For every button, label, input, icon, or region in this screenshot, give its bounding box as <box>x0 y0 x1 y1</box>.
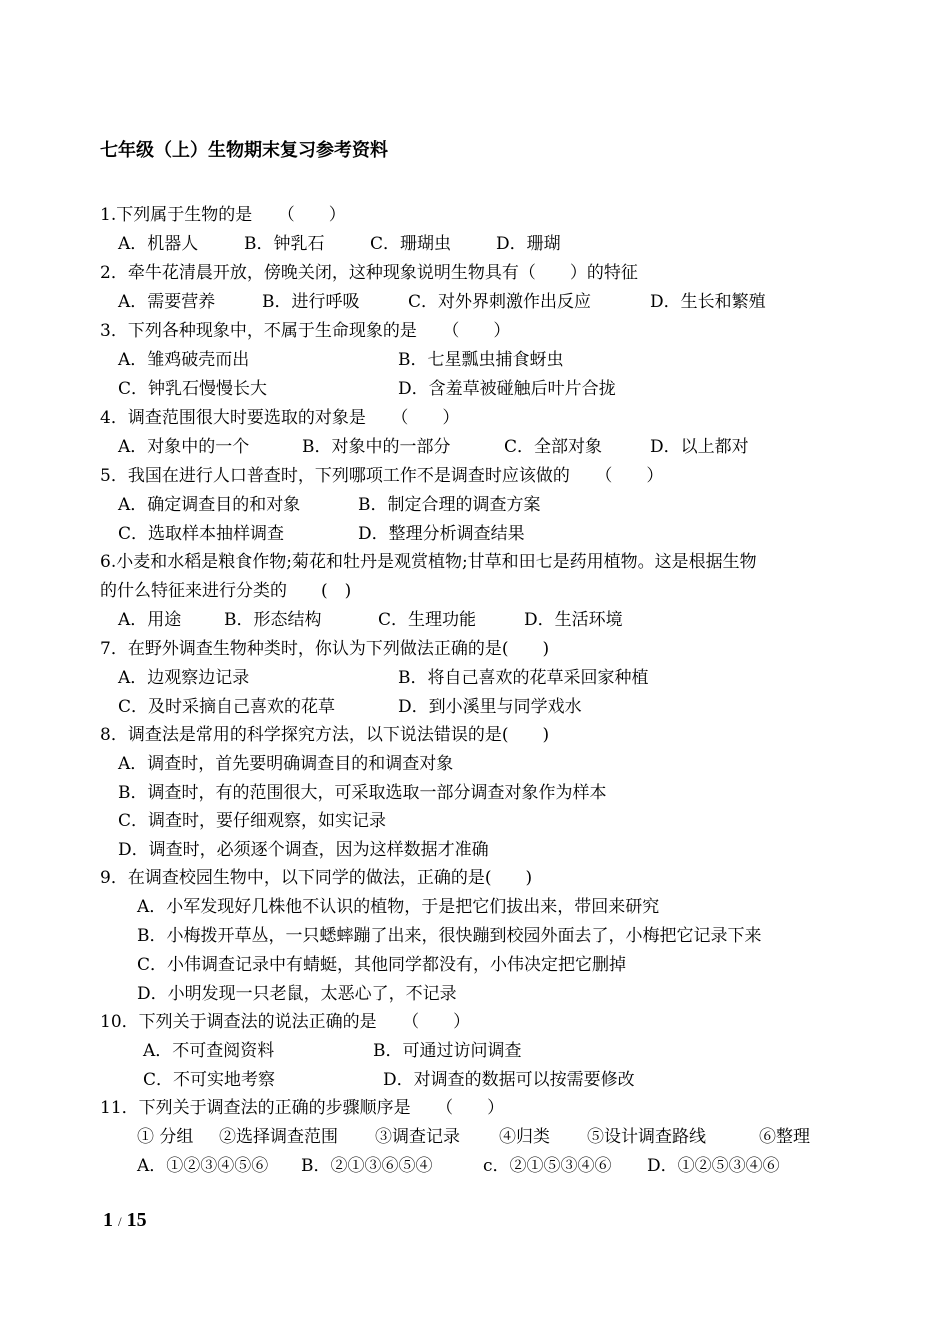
question-6-stem-continued: 的什么特征来进行分类的 ( ) <box>100 581 352 601</box>
option-a: A．需要营养 <box>118 292 216 312</box>
question-3-stem: 3．下列各种现象中，不属于生命现象的是 （ ） <box>100 321 511 341</box>
option-b: B．可通过访问调查 <box>373 1041 522 1061</box>
option-d: D．以上都对 <box>650 437 749 457</box>
option-b: B．②①③⑥⑤④ <box>301 1156 433 1176</box>
question-5-options-row2 <box>118 523 868 545</box>
step-5: ⑤设计调查路线 <box>587 1127 706 1147</box>
option-b: B．将自己喜欢的花草采回家种植 <box>398 668 649 688</box>
option-a: A．边观察边记录 <box>118 668 250 688</box>
step-1: ① 分组 <box>137 1127 194 1147</box>
question-10-options-row2 <box>143 1069 863 1091</box>
option-d: D．整理分析调查结果 <box>358 524 525 544</box>
option-a: A．①②③④⑤⑥ <box>137 1156 269 1176</box>
option-d: D．生长和繁殖 <box>650 292 766 312</box>
option-a: A．确定调查目的和对象 <box>118 495 301 515</box>
option-d: D．含羞草被碰触后叶片合拢 <box>398 379 616 399</box>
question-1-stem: 1.下列属于生物的是 （ ） <box>100 205 346 225</box>
current-page: 1 <box>103 1209 113 1231</box>
question-2-stem: 2．牵牛花清晨开放，傍晚关闭，这种现象说明生物具有（ ）的特征 <box>100 263 638 283</box>
step-6: ⑥整理 <box>759 1127 810 1147</box>
option-d: D．到小溪里与同学戏水 <box>398 697 582 717</box>
question-11-stem: 11．下列关于调查法的正确的步骤顺序是 （ ） <box>100 1098 505 1118</box>
total-pages: 15 <box>126 1209 147 1231</box>
step-2: ②选择调查范围 <box>219 1127 338 1147</box>
step-3: ③调查记录 <box>375 1127 460 1147</box>
option-a: A．机器人 <box>118 234 199 254</box>
question-3-options-row1 <box>118 349 868 371</box>
question-4-options <box>118 436 868 458</box>
option-d: D．对调查的数据可以按需要修改 <box>383 1070 635 1090</box>
question-5-stem: 5．我国在进行人口普查时，下列哪项工作不是调查时应该做的 （ ） <box>100 466 664 486</box>
question-6-stem: 6.小麦和水稻是粮食作物;菊花和牡丹是观赏植物;甘草和田七是药用植物。这是根据生物 <box>100 552 757 572</box>
question-8-option-b: B．调查时，有的范围很大，可采取选取一部分调查对象作为样本 <box>118 783 607 803</box>
option-d: D．珊瑚 <box>496 234 561 254</box>
question-10-stem: 10．下列关于调查法的说法正确的是 （ ） <box>100 1012 471 1032</box>
option-b: B．钟乳石 <box>244 234 325 254</box>
question-9-option-c: C．小伟调查记录中有蜻蜓，其他同学都没有，小伟决定把它删掉 <box>137 955 627 975</box>
page-separator: / <box>118 1214 122 1229</box>
question-8-option-d: D．调查时，必须逐个调查，因为这样数据才准确 <box>118 840 489 860</box>
option-b: B．七星瓢虫捕食蚜虫 <box>398 350 564 370</box>
option-a: A．雏鸡破壳而出 <box>118 350 250 370</box>
question-8-option-a: A．调查时，首先要明确调查目的和调查对象 <box>118 754 454 774</box>
question-3-options-row2 <box>118 378 868 400</box>
option-b: B．进行呼吸 <box>262 292 360 312</box>
option-c: C．全部对象 <box>504 437 603 457</box>
question-2-options <box>118 291 868 313</box>
question-10-options-row1 <box>143 1040 863 1062</box>
option-d: D．生活环境 <box>524 610 623 630</box>
question-7-options-row1 <box>118 667 868 689</box>
option-a: A．用途 <box>118 610 182 630</box>
step-4: ④归类 <box>499 1127 550 1147</box>
question-11-options <box>137 1155 857 1177</box>
question-4-stem: 4．调查范围很大时要选取的对象是 （ ） <box>100 408 460 428</box>
option-b: B．形态结构 <box>224 610 322 630</box>
option-c: c．②①⑤③④⑥ <box>483 1156 612 1176</box>
question-5-options-row1 <box>118 494 868 516</box>
question-8-stem: 8．调查法是常用的科学探究方法，以下说法错误的是( ) <box>100 725 550 745</box>
question-1-options <box>118 233 868 255</box>
question-7-options-row2 <box>118 696 868 718</box>
question-7-stem: 7．在野外调查生物种类时，你认为下列做法正确的是( ) <box>100 639 550 659</box>
option-a: A．不可查阅资料 <box>143 1041 275 1061</box>
question-9-option-a: A．小军发现好几株他不认识的植物，于是把它们拔出来，带回来研究 <box>137 897 660 917</box>
option-c: C．对外界刺激作出反应 <box>408 292 592 312</box>
question-9-option-d: D．小明发现一只老鼠，太恶心了，不记录 <box>137 984 457 1004</box>
option-b: B．制定合理的调查方案 <box>358 495 541 515</box>
option-d: D．①②⑤③④⑥ <box>647 1156 780 1176</box>
option-a: A．对象中的一个 <box>118 437 250 457</box>
option-b: B．对象中的一部分 <box>302 437 451 457</box>
page-number <box>103 1208 147 1234</box>
question-8-option-c: C．调查时，要仔细观察，如实记录 <box>118 811 387 831</box>
question-11-steps <box>137 1126 857 1148</box>
option-c: C．钟乳石慢慢长大 <box>118 379 268 399</box>
option-c: C．不可实地考察 <box>143 1070 276 1090</box>
option-c: C．生理功能 <box>378 610 477 630</box>
question-9-stem: 9．在调查校园生物中，以下同学的做法，正确的是( ) <box>100 868 533 888</box>
option-c: C．选取样本抽样调查 <box>118 524 285 544</box>
question-6-options <box>118 609 868 631</box>
option-c: C．及时采摘自己喜欢的花草 <box>118 697 336 717</box>
option-c: C．珊瑚虫 <box>370 234 452 254</box>
question-9-option-b: B．小梅拨开草丛，一只蟋蟀蹦了出来，很快蹦到校园外面去了，小梅把它记录下来 <box>137 926 762 946</box>
document-title: 七年级（上）生物期末复习参考资料 <box>100 140 388 161</box>
